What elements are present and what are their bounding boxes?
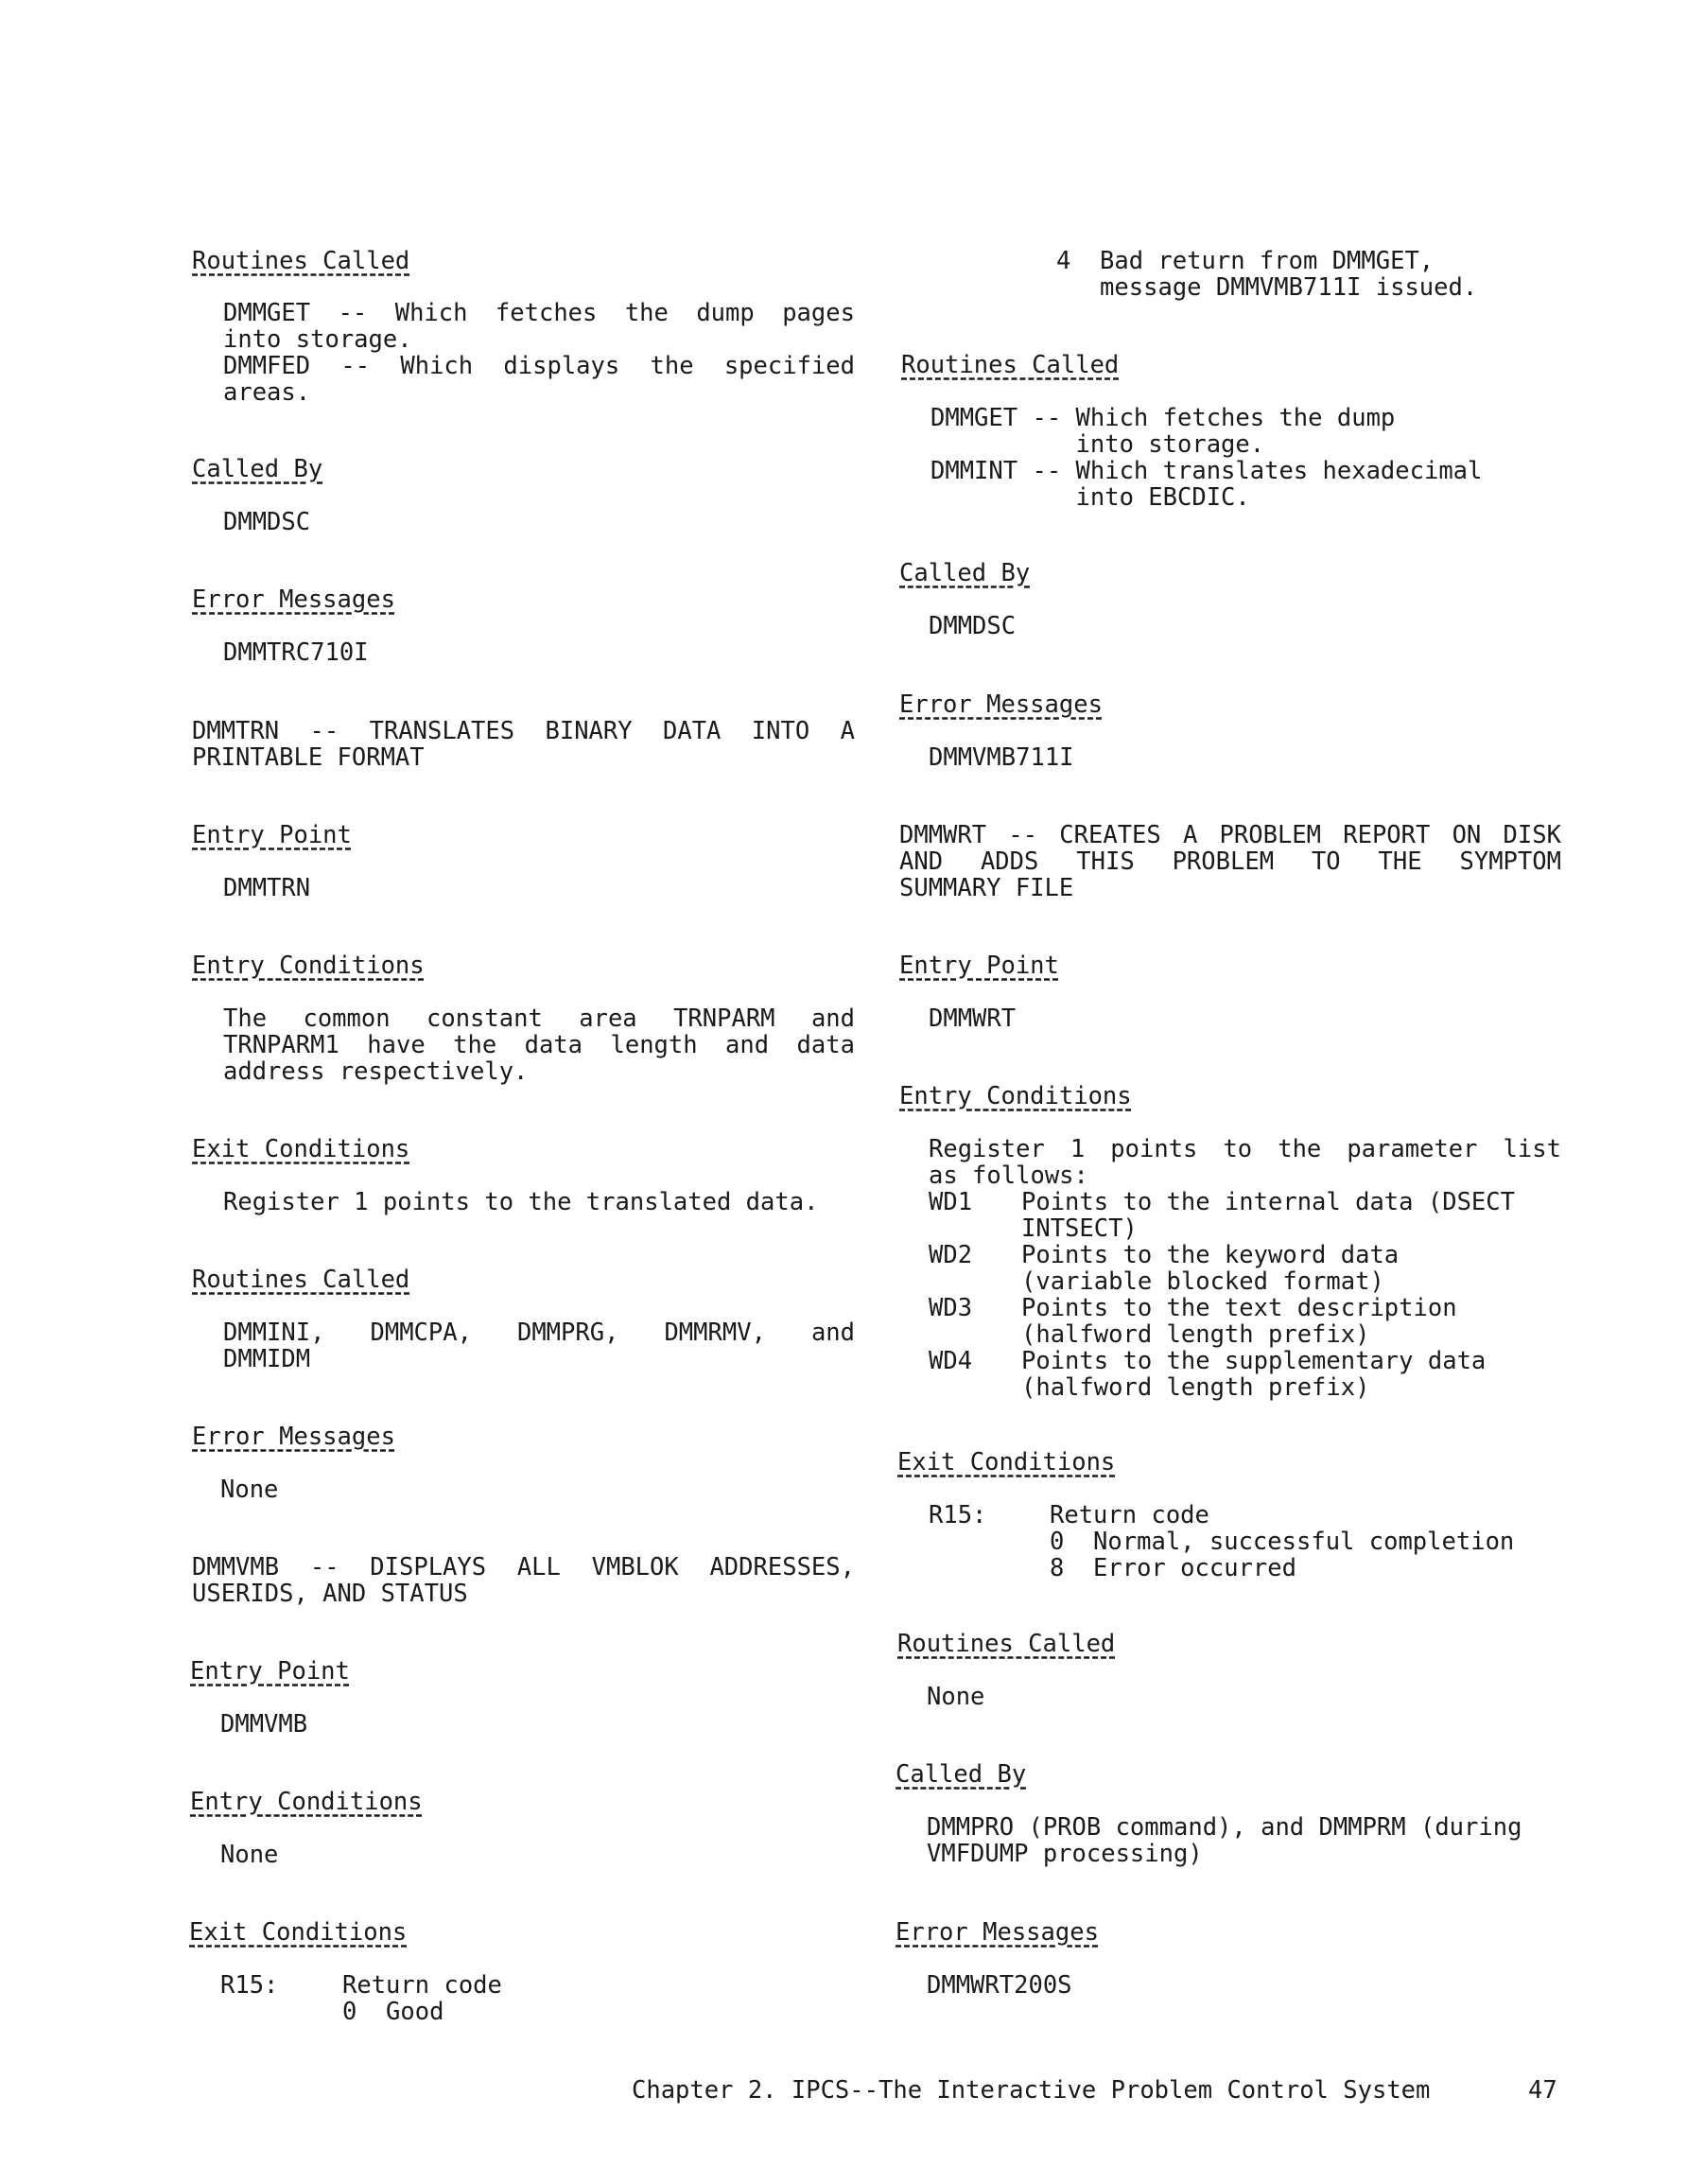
word: DISPLAYS <box>370 1553 487 1581</box>
parameter-desc-cont: (halfword length prefix) <box>1021 1373 1370 1402</box>
word: PROBLEM <box>1172 847 1275 876</box>
return-code-4-line-cont: message DMMVMB711I issued. <box>1056 273 1478 302</box>
page-number: 47 <box>1528 2076 1557 2105</box>
error-messages-heading: Error Messages <box>896 1918 1099 1947</box>
word: DMMCPA, <box>370 1319 472 1347</box>
section-title-dmmwrt-line2 <box>899 848 1561 875</box>
routine-dmmget-line: DMMGET -- Which fetches the dump <box>930 404 1396 432</box>
word: The <box>223 1005 268 1033</box>
word: the <box>624 299 669 327</box>
routine-dmmfed-line <box>223 353 855 379</box>
parameter-desc-cont: (halfword length prefix) <box>1021 1320 1370 1349</box>
word: DMMFED <box>223 352 311 380</box>
called-by-heading: Called By <box>192 455 323 483</box>
word: DMMINI, <box>223 1319 325 1347</box>
error-messages-value: DMMVMB711I <box>929 743 1074 772</box>
word: area <box>579 1005 637 1033</box>
word: SYMPTOM <box>1459 847 1561 876</box>
routines-called-line-cont: DMMIDM <box>223 1345 311 1373</box>
word: TRANSLATES <box>369 717 515 745</box>
word: REPORT <box>1343 821 1431 849</box>
word: and <box>810 1005 855 1033</box>
word: TO <box>1311 847 1341 876</box>
routine-dmmget-line-cont: into storage. <box>223 325 412 354</box>
routine-dmmfed-line-cont: areas. <box>223 378 311 407</box>
word: DMMVMB <box>192 1553 280 1581</box>
word: TRNPARM1 <box>223 1031 339 1059</box>
parameter-desc: Points to the supplementary data <box>1021 1347 1487 1375</box>
word: points <box>1110 1135 1198 1163</box>
word: fetches <box>495 299 598 327</box>
routine-dmmget-line-cont: into storage. <box>930 430 1265 459</box>
section-title-dmmwrt-line3: SUMMARY FILE <box>899 874 1074 902</box>
word: specified <box>723 352 855 380</box>
entry-conditions-heading: Entry Conditions <box>192 952 425 980</box>
word: and <box>810 1319 855 1347</box>
word: length <box>610 1031 698 1059</box>
word: Register <box>929 1135 1045 1163</box>
entry-point-value: DMMVMB <box>220 1710 308 1738</box>
word: list <box>1503 1135 1561 1163</box>
return-code-4-line: 4 Bad return from DMMGET, <box>1056 247 1435 275</box>
word: the <box>1278 1135 1322 1163</box>
parameter-desc: Points to the text description <box>1021 1294 1457 1322</box>
error-messages-heading: Error Messages <box>899 690 1103 719</box>
chapter-footer: Chapter 2. IPCS--The Interactive Problem Control System <box>632 2076 1431 2105</box>
word: -- <box>309 717 339 745</box>
routines-called-heading: Routines Called <box>897 1630 1116 1658</box>
word: -- <box>1008 821 1038 849</box>
routines-called-heading: Routines Called <box>192 247 410 275</box>
word: CREATES <box>1059 821 1161 849</box>
word: DMMGET <box>223 299 311 327</box>
word: A <box>840 717 855 745</box>
parameter-code: WD3 <box>929 1294 973 1322</box>
section-title-dmmtrn-cont: PRINTABLE FORMAT <box>192 743 425 772</box>
word: DMMWRT <box>899 821 987 849</box>
called-by-value: DMMDSC <box>929 612 1017 640</box>
parameter-code: WD2 <box>929 1241 973 1269</box>
called-by-value: DMMDSC <box>223 508 311 536</box>
exit-conditions-heading: Exit Conditions <box>189 1918 408 1947</box>
parameter-code: WD4 <box>929 1347 973 1375</box>
routines-called-heading: Routines Called <box>192 1266 410 1294</box>
word: INTO <box>751 717 810 745</box>
return-code-value: 0 Good <box>342 1998 444 2026</box>
entry-point-value: DMMWRT <box>929 1005 1017 1033</box>
entry-point-heading: Entry Point <box>899 952 1059 980</box>
routine-dmmint-line-cont: into EBCDIC. <box>930 483 1250 512</box>
error-messages-value: None <box>220 1476 279 1504</box>
word: the <box>650 352 694 380</box>
word: ADDS <box>980 847 1039 876</box>
return-code-value: 8 Error occurred <box>1050 1554 1296 1582</box>
exit-conditions-heading: Exit Conditions <box>192 1135 410 1163</box>
register-label: R15: <box>220 1971 279 2000</box>
word: -- <box>309 1553 339 1581</box>
register-label: R15: <box>929 1501 987 1529</box>
error-messages-value: DMMTRC710I <box>223 638 369 667</box>
exit-conditions-value: Register 1 points to the translated data. <box>223 1188 819 1216</box>
error-messages-heading: Error Messages <box>192 1423 395 1451</box>
called-by-heading: Called By <box>899 559 1031 587</box>
word: A <box>1182 821 1198 849</box>
entry-conditions-heading: Entry Conditions <box>190 1788 423 1816</box>
word: to <box>1223 1135 1253 1163</box>
word: BINARY <box>545 717 633 745</box>
word: parameter <box>1347 1135 1478 1163</box>
section-title-dmmwrt <box>899 822 1561 848</box>
parameter-desc: Points to the keyword data <box>1021 1241 1400 1269</box>
return-code-value: 0 Normal, successful completion <box>1050 1528 1515 1556</box>
word: THIS <box>1076 847 1135 876</box>
word: DMMRMV, <box>664 1319 766 1347</box>
parameter-desc-cont: INTSECT) <box>1021 1214 1138 1243</box>
exit-conditions-heading: Exit Conditions <box>897 1448 1116 1476</box>
word: AND <box>899 847 944 876</box>
word: dump <box>696 299 755 327</box>
entry-conditions-value: None <box>220 1841 279 1869</box>
word: the <box>453 1031 497 1059</box>
error-messages-value: DMMWRT200S <box>927 1971 1072 2000</box>
word: DMMTRN <box>192 717 280 745</box>
error-messages-heading: Error Messages <box>192 585 395 614</box>
parameter-desc-cont: (variable blocked format) <box>1021 1267 1384 1296</box>
return-code-label: Return code <box>1050 1501 1209 1529</box>
routines-called-value: None <box>927 1683 985 1711</box>
word: ON <box>1452 821 1482 849</box>
routines-called-heading: Routines Called <box>901 351 1120 379</box>
word: DATA <box>663 717 722 745</box>
called-by-value-cont: VMFDUMP processing) <box>927 1840 1203 1868</box>
word: VMBLOK <box>591 1553 679 1581</box>
section-title-dmmtrn <box>192 718 855 744</box>
parameter-code: WD1 <box>929 1188 973 1216</box>
word: THE <box>1378 847 1422 876</box>
word: and <box>725 1031 770 1059</box>
routines-called-line <box>223 1319 855 1346</box>
entry-point-value: DMMTRN <box>223 874 311 902</box>
word: TRNPARM <box>673 1005 775 1033</box>
section-title-dmmvmb-cont: USERIDS, AND STATUS <box>192 1580 468 1608</box>
word: DISK <box>1503 821 1561 849</box>
parameter-desc: Points to the internal data (DSECT <box>1021 1188 1515 1216</box>
word: -- <box>340 352 371 380</box>
word: constant <box>426 1005 543 1033</box>
entry-conditions-line <box>929 1136 1561 1162</box>
word: ALL <box>516 1553 561 1581</box>
entry-point-heading: Entry Point <box>192 821 352 849</box>
word: pages <box>782 299 855 327</box>
word: data <box>524 1031 583 1059</box>
word: -- <box>338 299 368 327</box>
word: have <box>367 1031 426 1059</box>
entry-point-heading: Entry Point <box>190 1657 350 1686</box>
called-by-value: DMMPRO (PROB command), and DMMPRM (during <box>927 1813 1522 1842</box>
word: PROBLEM <box>1219 821 1322 849</box>
routine-dmmint-line: DMMINT -- Which translates hexadecimal <box>930 457 1483 485</box>
routine-dmmget-line <box>223 300 855 326</box>
called-by-heading: Called By <box>896 1760 1027 1789</box>
word: ADDRESSES, <box>709 1553 855 1581</box>
word: Which <box>394 299 468 327</box>
entry-conditions-line <box>223 1005 855 1032</box>
entry-conditions-line: as follows: <box>929 1162 1088 1190</box>
return-code-label: Return code <box>342 1971 502 2000</box>
section-title-dmmvmb <box>192 1554 855 1581</box>
entry-conditions-heading: Entry Conditions <box>899 1082 1132 1110</box>
word: common <box>303 1005 391 1033</box>
word: Which <box>400 352 474 380</box>
word: displays <box>503 352 620 380</box>
word: DMMPRG, <box>516 1319 619 1347</box>
word: 1 <box>1070 1135 1086 1163</box>
entry-conditions-line <box>223 1032 855 1058</box>
entry-conditions-line: address respectively. <box>223 1057 529 1086</box>
word: data <box>796 1031 855 1059</box>
